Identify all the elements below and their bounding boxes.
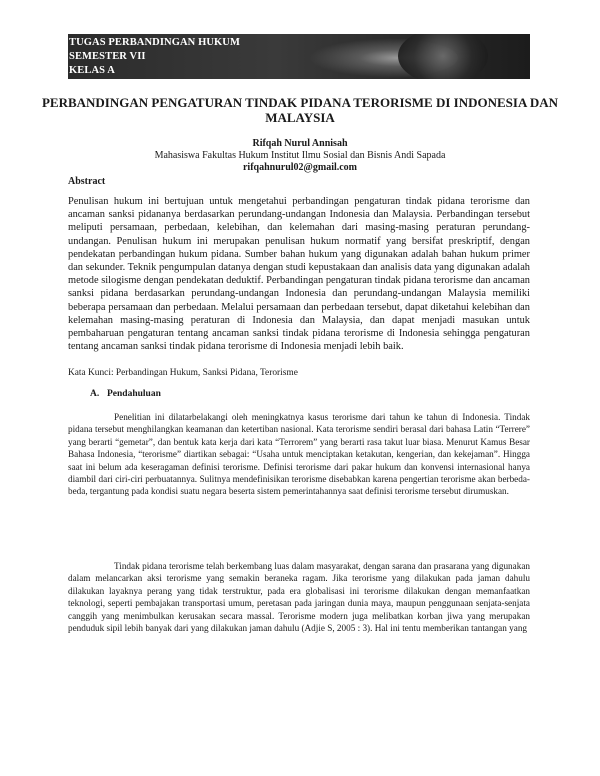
author-affiliation: Mahasiswa Fakultas Hukum Institut Ilmu Sosial dan Bisnis Andi Sapada bbox=[154, 150, 446, 161]
abstract-body: Penulisan hukum ini bertujuan untuk mengetahui perbandingan pengaturan tindak pidana terorisme dan ancaman sanksi pidananya berdasarkan perundang-undangan Indonesia dan Malaysia. Perbandingan tersebut meliputi persamaan, perbedaan, kelebihan, dan kelemahan dari masing-masing peraturan perundang-undangan. Penulisan hukum ini merupakan penulisan hukum normatif yang bersifat preskriptif, dengan pendekatan perbandingan hukum pidana. Sumber bahan hukum yang digunakan adalah bahan hukum primer dan sekunder. Teknik pengumpulan datanya dengan studi kepustakaan dan analisis data yang digunakan adalah metode silogisme dengan pendekatan deduktif. Perbandingan pengaturan tindak pidana terorisme dan ancaman sanksi pidana berdasarkan perundang-undangan Indonesia dan perundang-undangan Malaysia memiliki beberapa persamaan dan perbedaan. Melalui persamaan dan perbedaan tersebut, dapat diketahui kelebihan dan kelemahan masing-masing peraturan di Indonesia dan Malaysia, dan dapat menjadi masukan untuk pembaharuan pengaturan tentang ancaman sanksi tindak pidana terorisme di Indonesia sehingga pengaturan tentang ancaman sanksi tindak pidana terorisme di Indonesia menjadi lebih baik. bbox=[68, 196, 530, 353]
section-title: Pendahuluan bbox=[107, 389, 161, 399]
banner-semester: SEMESTER VII bbox=[69, 51, 146, 62]
banner-course: TUGAS PERBANDINGAN HUKUM bbox=[69, 37, 240, 48]
body-paragraph: Tindak pidana terorisme telah berkembang luas dalam masyarakat, dengan sarana dan prasarana yang digunakan dalam melancarkan aksi terorisme yang semakin beraneka ragam. Jika terorisme yang dilakukan pada jaman dahulu dilakukan layaknya perang yang tidak terstruktur, pada era globalisasi ini terorisme dilakukan dengan memanfaatkan teknologi, seperti pembajakan transportasi umum, peretasan pada jaringan dunia maya, maupun penggunaan senjata-senjata canggih yang menimbulkan kerusakan secara massal. Terorisme modern juga melibatkan korban jiwa yang merupakan penduduk sipil lebih banyak dari yang dilakukan jaman dahulu (Adjie S, 2005 : 3). Hal ini tentu memberikan tantangan yang bbox=[68, 561, 530, 634]
header-banner bbox=[68, 34, 530, 79]
author-name: Rifqah Nurul Annisah bbox=[252, 138, 348, 149]
body-paragraph: Penelitian ini dilatarbelakangi oleh meningkatnya kasus terorisme dari tahun ke tahun di Indonesia. Tindak pidana tersebut menghilangkan keamanan dan ketertiban nasional. Kata terorisme sendiri berasal dari bahasa Latin “Terrere” yang berarti “gemetar”, dan bentuk kata kerja dari kata “Terrorem” yang berarti rasa takut luar biasa. Menurut Kamus Besar Bahasa Indonesia, “terorisme” diartikan sebagai: “Usaha untuk menciptakan ketakutan, kengerian, dan kekejaman”. Hingga saat ini belum ada keseragaman definisi terorisme. Definisi terorisme dari pakar hukum dan konvensi internasional hanya diambil dari ciri-ciri perbuatannya. Sulitnya mendefinisikan terorisme disebabkan karena pengertian terorisme akan berbeda-beda, tergantung pada kondisi suatu negara beserta sistem pemerintahannya saat definisi terorisme tersebut dirumuskan. bbox=[68, 412, 530, 497]
abstract-heading: Abstract bbox=[68, 176, 106, 187]
paper-title: PERBANDINGAN PENGATURAN TINDAK PIDANA TERORISME DI INDONESIA DAN MALAYSIA bbox=[41, 95, 559, 125]
section-number: A. bbox=[90, 389, 100, 399]
keywords: Kata Kunci: Perbandingan Hukum, Sanksi Pidana, Terorisme bbox=[68, 368, 298, 378]
author-email: rifqahnurul02@gmail.com bbox=[242, 162, 358, 173]
section-heading bbox=[90, 389, 161, 399]
banner-disc-graphic bbox=[398, 34, 488, 79]
banner-class: KELAS A bbox=[69, 65, 115, 76]
